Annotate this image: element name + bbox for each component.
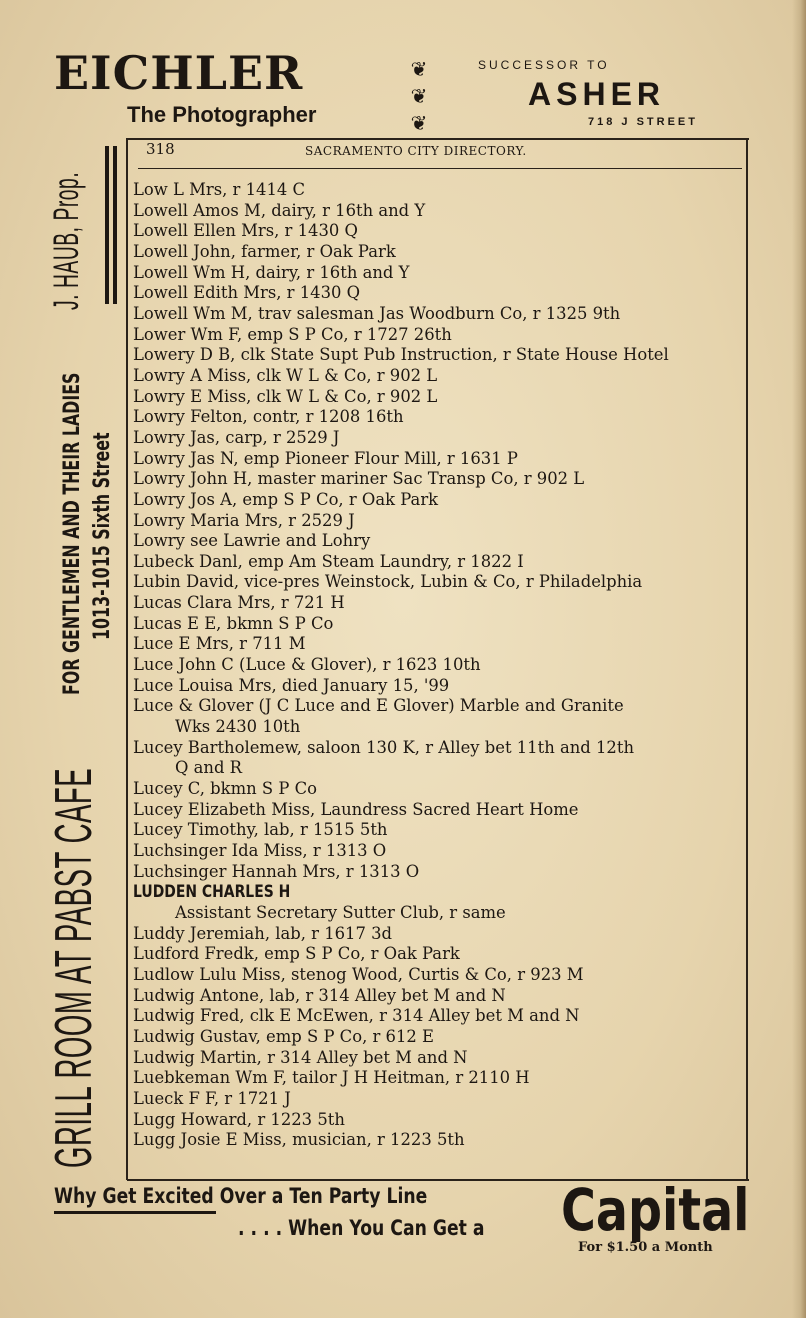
side-ad-street: 1013-1015 Sixth Street: [90, 432, 115, 640]
directory-entry: Luce John C (Luce & Glover), r 1623 10th: [133, 655, 481, 675]
running-head-rule: [138, 168, 742, 169]
side-ad-bar: [113, 146, 117, 304]
directory-entry: Lowry Felton, contr, r 1208 16th: [133, 407, 404, 427]
directory-entry-continuation: Wks 2430 10th: [175, 717, 301, 737]
directory-entry: Lowry Jas, carp, r 2529 J: [133, 427, 340, 447]
frame-left-rule: [126, 138, 128, 1180]
page-edge: [792, 0, 806, 1318]
directory-entry: Lowell John, farmer, r Oak Park: [133, 241, 396, 261]
directory-entries: [133, 180, 745, 1151]
directory-entry: Ludford Fredk, emp S P Co, r Oak Park: [133, 944, 460, 964]
directory-entry: Lucey Timothy, lab, r 1515 5th: [133, 820, 388, 840]
directory-entry: Lowell Amos M, dairy, r 16th and Y: [133, 200, 426, 220]
side-ad-grill: GRILL ROOM AT PABST CAFE: [45, 767, 103, 1168]
directory-entry: Luchsinger Ida Miss, r 1313 O: [133, 841, 387, 860]
directory-entry: Ludwig Antone, lab, r 314 Alley bet M and N: [133, 985, 506, 1005]
directory-entry: Luebkeman Wm F, tailor J H Heitman, r 2110 H: [133, 1068, 530, 1088]
directory-entry: Lucas Clara Mrs, r 721 H: [133, 593, 345, 613]
asher-ad-successor: SUCCESSOR TO: [478, 58, 610, 72]
directory-entry: Lowell Ellen Mrs, r 1430 Q: [133, 221, 358, 241]
directory-entry: Lowry see Lawrie and Lohry: [133, 531, 371, 551]
directory-entry: Lucas E E, bkmn S P Co: [133, 613, 334, 633]
side-ad-bar: [105, 146, 109, 304]
directory-entry: Luce & Glover (J C Luce and E Glover) Marble and Granite: [133, 696, 624, 716]
directory-entry: Luce Louisa Mrs, died January 15, '99: [133, 675, 450, 695]
directory-entry-continuation: Assistant Secretary Sutter Club, r same: [175, 902, 506, 922]
directory-entry-continuation: Q and R: [175, 758, 243, 778]
ornament-icon: ❦ ❦ ❦: [410, 57, 428, 135]
directory-entry-heading: LUDDEN CHARLES H: [133, 882, 291, 903]
directory-entry: Lubeck Danl, emp Am Steam Laundry, r 1822 I: [133, 551, 524, 571]
directory-entry: Lugg Josie E Miss, musician, r 1223 5th: [133, 1130, 465, 1150]
directory-entry: Lowry E Miss, clk W L & Co, r 902 L: [133, 386, 438, 406]
directory-entry: Luddy Jeremiah, lab, r 1617 3d: [133, 923, 393, 943]
page-number: 318: [146, 140, 175, 158]
directory-entry: Luchsinger Hannah Mrs, r 1313 O: [133, 861, 420, 881]
directory-entry: Low L Mrs, r 1414 C: [133, 180, 306, 199]
directory-entry: Ludlow Lulu Miss, stenog Wood, Curtis & Co, r 923 M: [133, 964, 584, 984]
eichler-ad-title: EICHLER: [54, 46, 304, 100]
footer-ad-rule: [54, 1211, 216, 1214]
directory-entry: Ludwig Fred, clk E McEwen, r 314 Alley bet M and N: [133, 1006, 580, 1026]
footer-ad-brand: Capital: [561, 1176, 750, 1244]
directory-entry: Ludwig Gustav, emp S P Co, r 612 E: [133, 1026, 435, 1046]
asher-ad-address: 718 J STREET: [588, 116, 698, 128]
side-ad-ladies: FOR GENTLEMEN AND THEIR LADIES: [60, 372, 85, 695]
directory-entry: Luce E Mrs, r 711 M: [133, 634, 306, 654]
running-head: SACRAMENTO CITY DIRECTORY.: [305, 144, 527, 158]
directory-entry: Lubin David, vice-pres Weinstock, Lubin & Co, r Philadelphia: [133, 572, 643, 592]
directory-entry: Lowry Maria Mrs, r 2529 J: [133, 510, 355, 530]
directory-entry: Lowry John H, master mariner Sac Transp Co, r 902 L: [133, 469, 585, 489]
side-ad-proprietor: J. HAUB, Prop.: [47, 171, 86, 310]
directory-entry: Lowry Jos A, emp S P Co, r Oak Park: [133, 489, 439, 509]
frame-top-rule: [127, 138, 749, 140]
footer-ad-line2: . . . . When You Can Get a: [238, 1216, 485, 1240]
footer-ad-line1: Why Get Excited Over a Ten Party Line: [54, 1184, 428, 1208]
directory-entry: Lowery D B, clk State Supt Pub Instruction, r State House Hotel: [133, 345, 669, 365]
directory-entry: Lucey Bartholemew, saloon 130 K, r Alley bet 11th and 12th: [133, 737, 634, 757]
directory-entry: Lucey Elizabeth Miss, Laundress Sacred Heart Home: [133, 799, 579, 819]
directory-entry: Lueck F F, r 1721 J: [133, 1088, 291, 1108]
directory-entry: Lowry Jas N, emp Pioneer Flour Mill, r 1631 P: [133, 448, 518, 468]
directory-entry: Lugg Howard, r 1223 5th: [133, 1109, 345, 1129]
directory-entry: Lowell Wm M, trav salesman Jas Woodburn Co, r 1325 9th: [133, 303, 621, 323]
directory-entry: Lowry A Miss, clk W L & Co, r 902 L: [133, 365, 438, 385]
directory-entry: Ludwig Martin, r 314 Alley bet M and N: [133, 1047, 468, 1067]
directory-entry: Lowell Wm H, dairy, r 16th and Y: [133, 262, 410, 282]
frame-right-rule: [746, 138, 748, 1180]
footer-ad-price: For $1.50 a Month: [578, 1240, 713, 1255]
eichler-ad-subtitle: The Photographer: [127, 102, 317, 127]
directory-entry: Lowell Edith Mrs, r 1430 Q: [133, 283, 361, 303]
directory-entry: Lucey C, bkmn S P Co: [133, 779, 317, 799]
directory-entry: Lower Wm F, emp S P Co, r 1727 26th: [133, 324, 452, 344]
asher-ad-name: ASHER: [528, 76, 666, 112]
